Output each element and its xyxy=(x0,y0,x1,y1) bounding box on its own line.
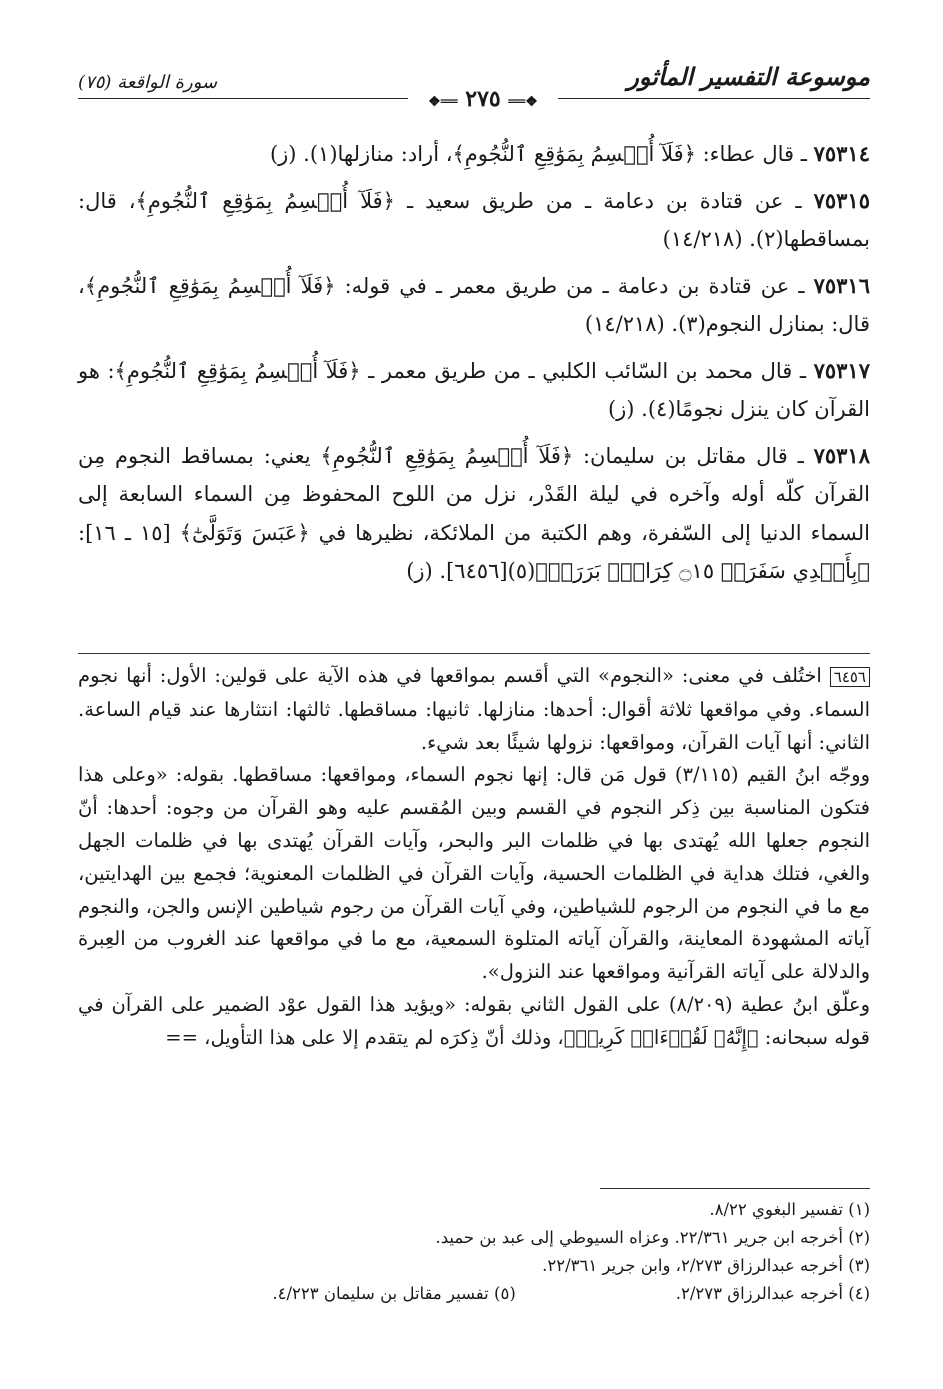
commentary-paragraph xyxy=(78,660,870,759)
page-header xyxy=(78,58,870,118)
page-number-text: ٢٧٥ xyxy=(465,86,501,112)
footnote-row xyxy=(78,1280,870,1308)
narration-text: ـ قال عطاء: ﴿فَلَآ أُقۡسِمُ بِمَوَٰقِعِ ٱلنُّجُومِ﴾، أراد: منازلها(١). (ز) xyxy=(269,142,814,166)
narration-number: ٧٥٣١٨ xyxy=(813,442,870,468)
narration xyxy=(78,267,870,344)
footnote: (٤) أخرجه عبدالرزاق ٢/٢٧٣. xyxy=(675,1284,870,1303)
narration xyxy=(78,437,870,591)
narration xyxy=(78,182,870,259)
ornament-icon: ══❖ xyxy=(508,94,538,110)
narration xyxy=(78,135,870,174)
surah-title: سورة الواقعة (٧٥) xyxy=(78,72,218,93)
narration-text: ـ قال محمد بن السّائب الكلبي ـ من طريق معمر ـ ﴿فَلَآ أُقۡسِمُ بِمَوَٰقِعِ ٱلنُّجُومِ﴾: هو القرآن كان ينزل نجومًا(٤). (ز) xyxy=(78,358,870,421)
commentary-paragraph: وعلّق ابنُ عطية (٨/٢٠٩) على القول الثاني بقوله: «ويؤيد هذا القول عوْد الضمير على القرآن في قوله سبحانه: ﴿إِنَّهُۥ لَقُرۡءَانٞ كَرِيمٞ﴾، وذلك أنّ ذِكرَه لم يتقدم إلا على هذا التأويل، == xyxy=(78,992,870,1049)
footnote: (٣) أخرجه عبدالرزاق ٢/٢٧٣، وابن جرير ٢٢/٣٦١. xyxy=(542,1256,870,1275)
note-box: ٦٤٥٦ xyxy=(830,667,870,687)
section-divider xyxy=(78,653,870,654)
commentary xyxy=(78,660,870,1055)
footnote: (٢) أخرجه ابن جرير ٢٢/٣٦١. وعزاه السيوطي إلى عبد بن حميد. xyxy=(435,1228,870,1247)
narrations xyxy=(78,135,870,599)
footnotes xyxy=(78,1196,870,1308)
book-title: موسوعة التفسير المأثور xyxy=(627,62,870,91)
narration xyxy=(78,352,870,429)
narration-number: ٧٥٣١٦ xyxy=(813,272,870,298)
page-number xyxy=(408,86,558,112)
ornament-icon: ❖══ xyxy=(428,94,458,110)
narration-number: ٧٥٣١٥ xyxy=(813,187,870,213)
narration-number: ٧٥٣١٤ xyxy=(813,141,870,166)
narration-text: ـ عن قتادة بن دعامة ـ من طريق سعيد ـ ﴿فَلَآ أُقۡسِمُ بِمَوَٰقِعِ ٱلنُّجُومِ﴾، قال: بمساقطها(٢). (١٤/٢١٨) xyxy=(78,188,870,251)
footnote: (١) تفسير البغوي ٨/٢٢. xyxy=(709,1200,870,1219)
narration-text: ـ قال مقاتل بن سليمان: ﴿فَلَآ أُقۡسِمُ بِمَوَٰقِعِ ٱلنُّجُومِ﴾ يعني: بمساقط النجوم مِن القرآن كلّه أوله وآخره في ليلة القَدْر، نزل من اللوح المحفوظ مِن السماء السابعة إلى السماء الدنيا إلى السّفرة، وهم الكتبة من الملائكة، نظيرها في ﴿عَبَسَ وَتَوَلَّىٰٓ﴾ [١٥ ـ ١٦]: ﴿بِأَيۡدِي سَفَرَةٖ ۝١٥ كِرَامِۭ بَرَرَةٖ﴾(٥)[٦٤٥٦]. (ز) xyxy=(78,443,870,583)
commentary-text: اختُلف في معنى: «النجوم» التي أقسم بمواقعها في هذه الآية على قولين: الأول: أنها نجوم السماء. وفي مواقعها ثلاثة أقوال: أحدها: منازلها. ثانيها: مساقطها. ثالثها: انتثارها عند قيام الساعة. الثاني: أنها آيات القرآن، ومواقعها: نزولها شيئًا بعد شيء. xyxy=(78,664,870,754)
narration-number: ٧٥٣١٧ xyxy=(813,357,870,383)
commentary-paragraph: ووجّه ابنُ القيم (٣/١١٥) قول مَن قال: إنها نجوم السماء، ومواقعها: مساقطها. بقوله: «وعلى هذا فتكون المناسبة بين ذِكر النجوم في القسم وبين المُقسم عليه وهو القرآن من وجوه: أحدها: أنّ النجوم جعلها الله يُهتدى بها في ظلمات البر والبحر، وآيات القرآن يُهتدى بها في ظلمات الجهل والغي، فتلك هداية في الظلمات الحسية، وآيات القرآن في الظلمات المعنوية؛ فجمع بين الهدايتين، مع ما في النجوم من الرجوم للشياطين، وفي آيات القرآن من رجوم شياطين الإنس والجن، والنجوم آياته المشهودة المعاينة، والقرآن آياته المتلوة السمعية، مع ما في مواقعها عند الغروب من العِبرة والدلالة على آياته القرآنية ومواقعها عند النزول». xyxy=(78,763,870,984)
narration-text: ـ عن قتادة بن دعامة ـ من طريق معمر ـ في قوله: ﴿فَلَآ أُقۡسِمُ بِمَوَٰقِعِ ٱلنُّجُومِ﴾، قال: بمنازل النجوم(٣). (١٤/٢١٨) xyxy=(78,273,870,336)
footnote-divider xyxy=(600,1188,870,1189)
footnote: (٥) تفسير مقاتل بن سليمان ٤/٢٢٣. xyxy=(272,1284,516,1303)
